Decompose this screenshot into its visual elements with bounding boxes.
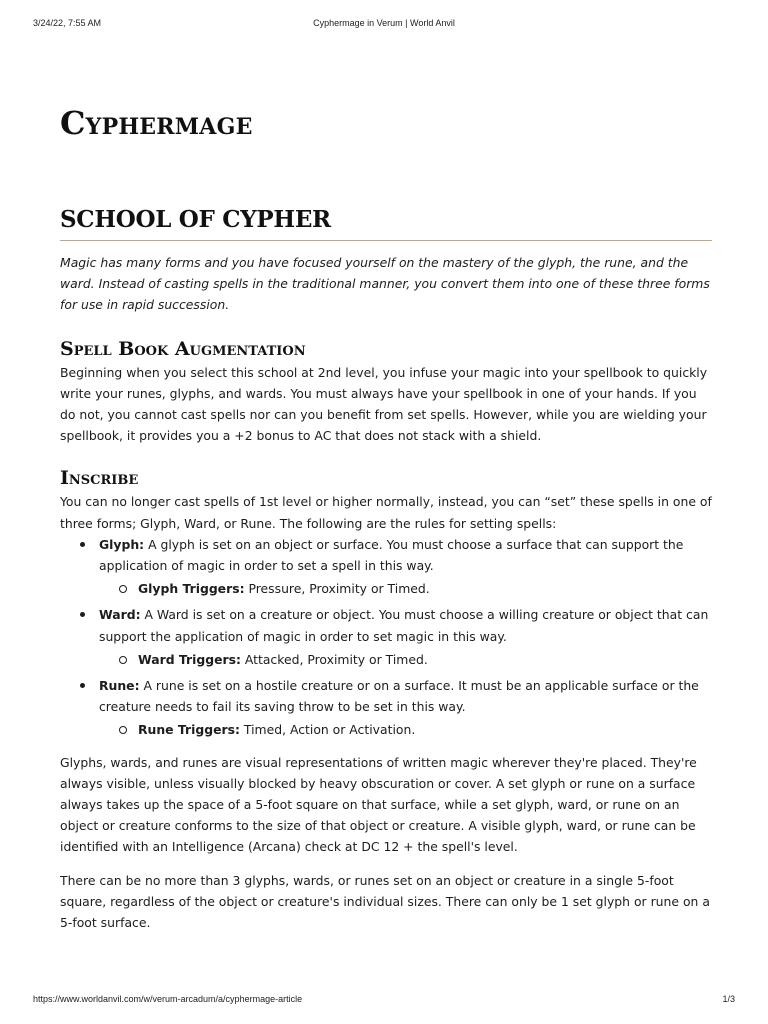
list-item-rune-triggers <box>99 719 712 740</box>
intro-paragraph: Magic has many forms and you have focused yourself on the mastery of the glyph, the rune, and the ward. Instead of casting spells in the traditional manner, you convert them into one of these three forms for use in rapid succession. <box>60 255 710 313</box>
article-content <box>60 100 712 933</box>
term-rune-triggers: Rune Triggers: <box>138 722 240 738</box>
print-page-number: 1/3 <box>722 994 735 1004</box>
list-item-glyph <box>60 534 712 600</box>
term-ward: Ward: <box>99 607 141 623</box>
list-item-glyph-triggers <box>99 578 712 599</box>
print-url: https://www.worldanvil.com/w/verum-arcadum/a/cyphermage-article <box>33 994 303 1004</box>
desc-rune-triggers: Timed, Action or Activation. <box>239 722 416 738</box>
sublist-rune <box>99 719 712 740</box>
inscribe-paragraph: You can no longer cast spells of 1st level or higher normally, instead, you can “set” these spells in one of three forms; Glyph, Ward, or Rune. The following are the rules for setting spells: <box>60 494 712 531</box>
list-item-ward <box>60 604 712 670</box>
heading-inscribe: Inscribe <box>60 467 139 490</box>
desc-rune: A rune is set on a hostile creature or on a surface. It must be an applicable surface or the creature needs to fail its saving throw to be set in this way. <box>99 678 699 715</box>
print-page-title: Cyphermage in Verum | World Anvil <box>313 18 455 28</box>
print-header <box>0 18 768 30</box>
desc-ward: A Ward is set on a creature or object. You must choose a willing creature or object that can support the application of magic in order to set magic in this way. <box>99 607 709 644</box>
desc-glyph: A glyph is set on an object or surface. You must choose a surface that can support the application of magic in order to set a spell in this way. <box>99 536 684 574</box>
term-glyph: Glyph: <box>99 536 145 552</box>
article-title: Cyphermage <box>60 104 253 142</box>
heading-spell-book-augmentation: Spell Book Augmentation <box>60 337 306 360</box>
term-ward-triggers: Ward Triggers: <box>138 651 241 667</box>
list-item-ward-triggers <box>99 649 712 670</box>
print-datetime: 3/24/22, 7:55 AM <box>33 18 102 28</box>
term-rune: Rune: <box>99 678 140 694</box>
print-footer <box>0 994 768 1006</box>
augmentation-paragraph: Beginning when you select this school at 2nd level, you infuse your magic into your spellbook to quickly write your runes, glyphs, and wards. You must always have your spellbook in one of your hands. If you do not, you cannot cast spells nor can you benefit from set spells. However, while you are wielding your spellbook, it provides you a +2 bonus to AC that does not stack with a shield. <box>60 364 708 444</box>
desc-glyph-triggers: Pressure, Proximity or Timed. <box>244 581 430 597</box>
sublist-glyph <box>99 578 712 599</box>
list-item-rune <box>60 675 712 741</box>
desc-ward-triggers: Attacked, Proximity or Timed. <box>240 651 428 667</box>
limit-paragraph: There can be no more than 3 glyphs, wards, or runes set on an object or creature in a single 5-foot square, regardless of the object or creature's individual sizes. There can only be 1 set glyph or rune on a 5-foot surface. <box>60 872 710 931</box>
section-title: SCHOOL OF CYPHER <box>60 204 712 241</box>
visibility-paragraph: Glyphs, wards, and runes are visual representations of written magic wherever they're placed. They're always visible, unless visually blocked by heavy obscuration or cover. A set glyph or rune on a surface always takes up the space of a 5-foot square on that surface, while a set glyph, ward, or rune on an object or creature conforms to the size of that object or creature. A visible glyph, ward, or rune can be identified with an Intelligence (Arcana) check at DC 12 + the spell's level. <box>60 754 697 855</box>
sublist-ward <box>99 649 712 670</box>
term-glyph-triggers: Glyph Triggers: <box>138 581 245 597</box>
form-list <box>60 534 712 741</box>
